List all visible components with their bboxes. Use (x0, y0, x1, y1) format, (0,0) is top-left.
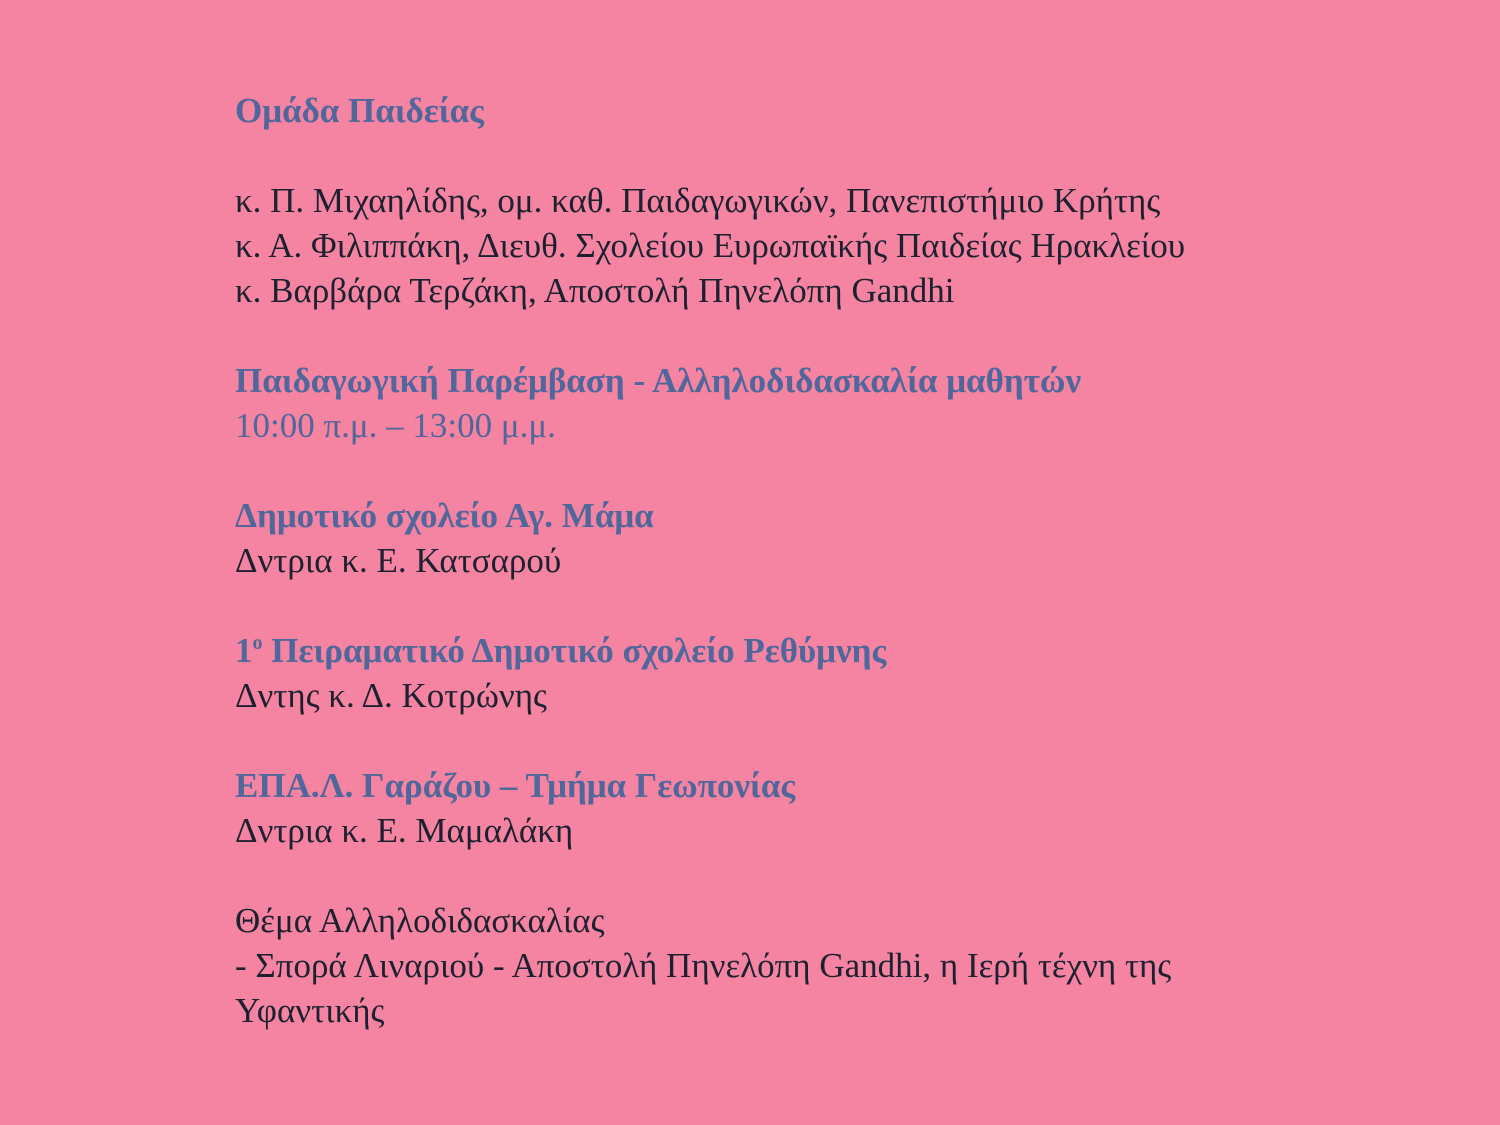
school-ordinal-number: 1 (235, 631, 253, 670)
team-member: κ. Α. Φιλιππάκη, Διευθ. Σχολείου Ευρωπαϊκής Παιδείας Ηρακλείου (235, 226, 1186, 265)
school-name (235, 628, 1335, 673)
school-name: Δημοτικό σχολείο Αγ. Μάμα (235, 496, 654, 535)
document-page (235, 88, 1335, 1033)
school-name: ΕΠΑ.Λ. Γαράζου – Τμήμα Γεωπονίας (235, 766, 796, 805)
team-title: Ομάδα Παιδείας (235, 91, 484, 130)
spacer (235, 448, 1335, 493)
spacer (235, 718, 1335, 763)
spacer (235, 583, 1335, 628)
team-member: κ. Βαρβάρα Τερζάκη, Αποστολή Πηνελόπη Gandhi (235, 271, 955, 310)
intervention-title: Παιδαγωγική Παρέμβαση - Αλληλοδιδασκαλία μαθητών (235, 361, 1082, 400)
school-ordinal-suffix: ο (252, 632, 263, 654)
spacer (235, 853, 1335, 898)
spacer (235, 313, 1335, 358)
topic-title: Θέμα Αλληλοδιδασκαλίας (235, 901, 605, 940)
intervention-time: 10:00 π.μ. – 13:00 μ.μ. (235, 406, 556, 445)
school-director: Δντρια κ. Ε. Κατσαρού (235, 541, 562, 580)
school-director: Δντης κ. Δ. Κοτρώνης (235, 676, 547, 715)
spacer (235, 133, 1335, 178)
topic-description: - Σπορά Λιναριού - Αποστολή Πηνελόπη Gandhi, η Ιερή τέχνη της Υφαντικής (235, 946, 1172, 1030)
school-director: Δντρια κ. Ε. Μαμαλάκη (235, 811, 574, 850)
team-member: κ. Π. Μιχαηλίδης, ομ. καθ. Παιδαγωγικών, Πανεπιστήμιο Κρήτης (235, 181, 1161, 220)
school-name-text: Πειραματικό Δημοτικό σχολείο Ρεθύμνης (262, 631, 887, 670)
